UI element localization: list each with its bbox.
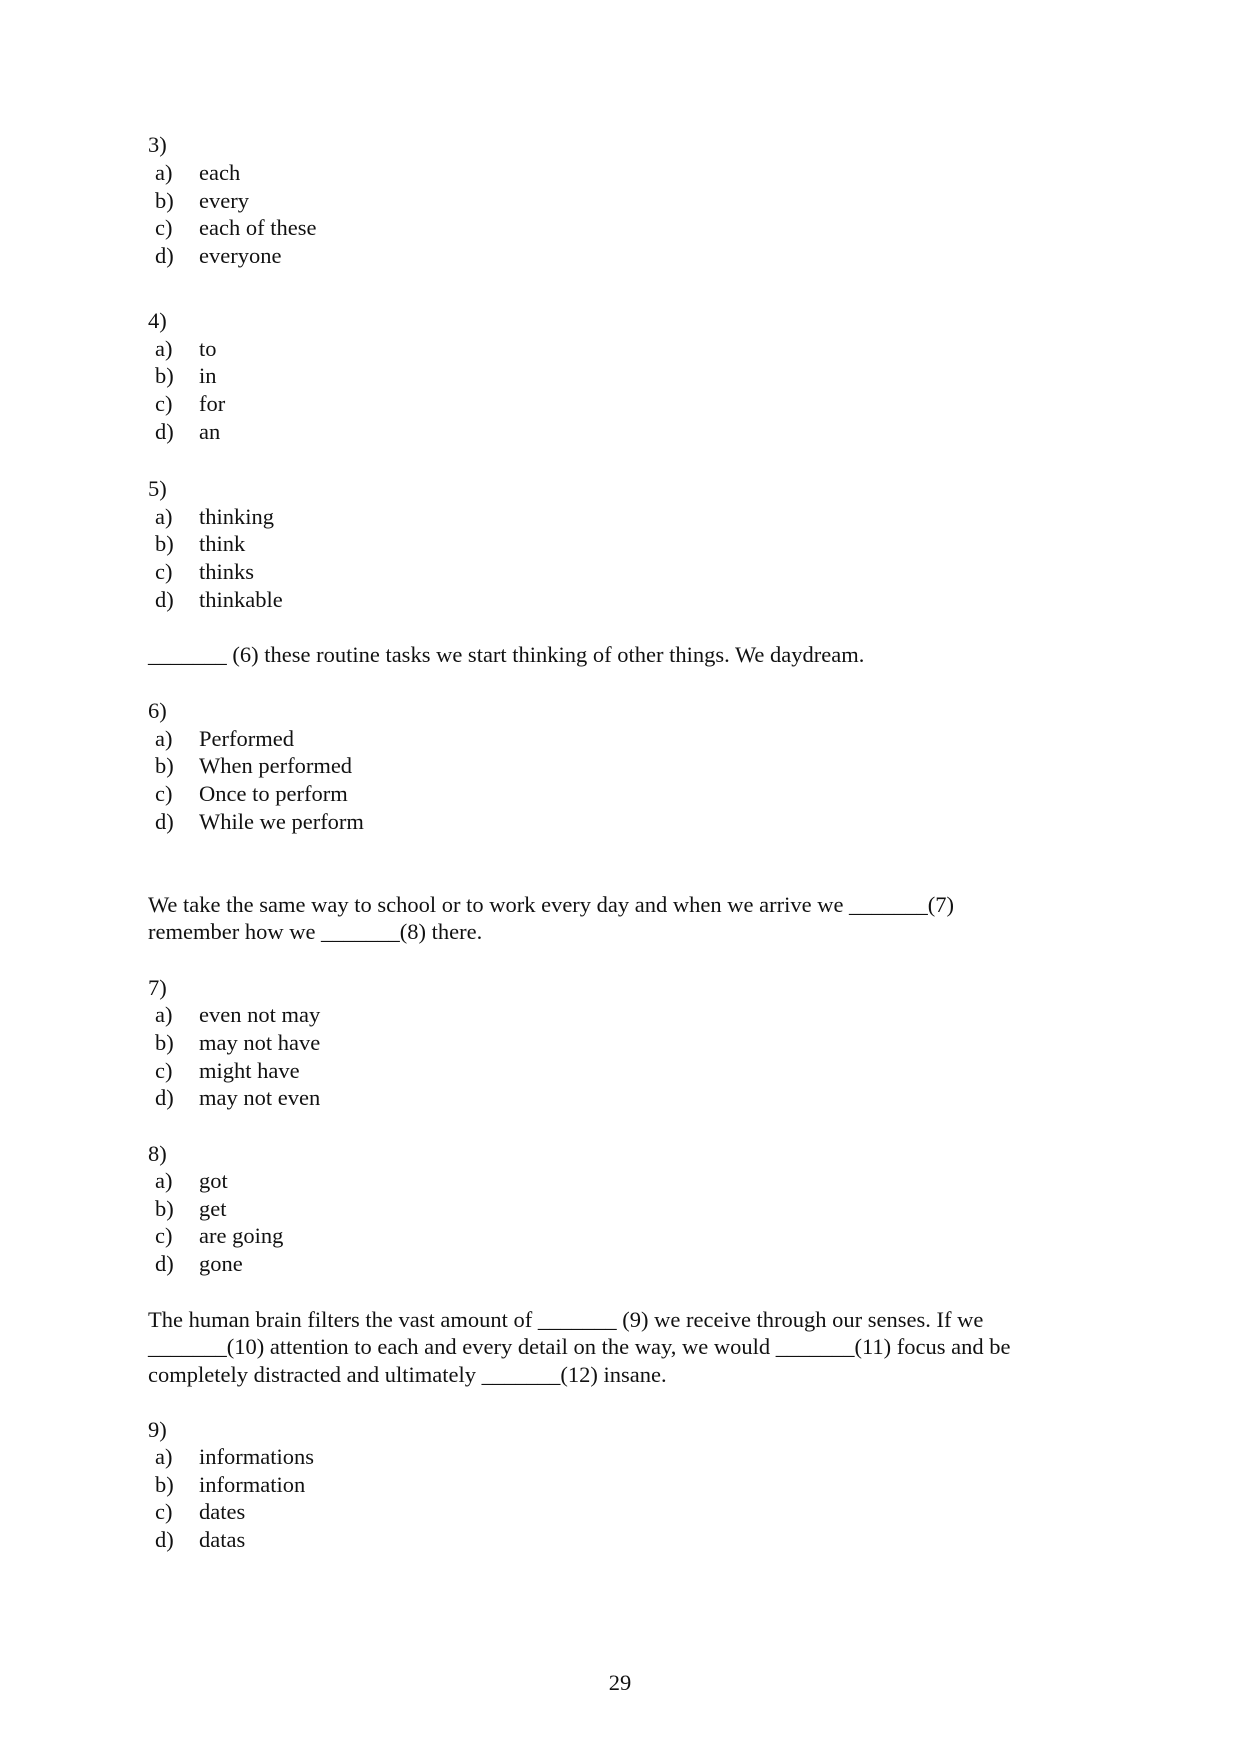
option-letter: d) bbox=[155, 419, 174, 444]
option-letter: c) bbox=[155, 215, 173, 240]
option-letter: a) bbox=[155, 160, 173, 185]
option-letter: d) bbox=[155, 587, 174, 612]
option-letter: c) bbox=[155, 559, 173, 584]
option-text: everyone bbox=[199, 243, 282, 268]
option-text: may not even bbox=[199, 1085, 321, 1110]
option-letter: d) bbox=[155, 1527, 174, 1552]
passage-line: _______(10) attention to each and every detail on the way, we would _______(11) focus and be bbox=[148, 1334, 1011, 1359]
option-text: gone bbox=[199, 1251, 243, 1276]
option-letter: c) bbox=[155, 1499, 173, 1524]
passage-line: completely distracted and ultimately _______(12) insane. bbox=[148, 1362, 667, 1387]
option-text: When performed bbox=[199, 753, 353, 778]
option-letter: d) bbox=[155, 809, 174, 834]
option-letter: c) bbox=[155, 781, 173, 806]
option-text: even not may bbox=[199, 1002, 321, 1027]
option-text: every bbox=[199, 188, 249, 213]
question-number: 7) bbox=[148, 975, 167, 1000]
question-number: 3) bbox=[148, 132, 167, 157]
option-letter: b) bbox=[155, 1030, 174, 1055]
option-text: might have bbox=[199, 1058, 300, 1083]
question-number: 4) bbox=[148, 308, 167, 333]
option-letter: a) bbox=[155, 1002, 173, 1027]
option-text: think bbox=[199, 531, 246, 556]
option-letter: b) bbox=[155, 531, 174, 556]
option-letter: d) bbox=[155, 243, 174, 268]
page-number: 29 bbox=[608, 1670, 632, 1695]
option-text: in bbox=[199, 363, 217, 388]
option-text: dates bbox=[199, 1499, 246, 1524]
option-text: each of these bbox=[199, 215, 317, 240]
option-text: Performed bbox=[199, 726, 294, 751]
option-letter: b) bbox=[155, 1196, 174, 1221]
option-letter: b) bbox=[155, 753, 174, 778]
option-letter: a) bbox=[155, 1444, 173, 1469]
option-text: Once to perform bbox=[199, 781, 348, 806]
option-letter: b) bbox=[155, 1472, 174, 1497]
option-text: are going bbox=[199, 1223, 284, 1248]
option-letter: c) bbox=[155, 391, 173, 416]
option-letter: b) bbox=[155, 188, 174, 213]
option-text: thinking bbox=[199, 504, 275, 529]
option-letter: a) bbox=[155, 726, 173, 751]
option-letter: a) bbox=[155, 336, 173, 361]
option-text: thinks bbox=[199, 559, 255, 584]
option-letter: d) bbox=[155, 1251, 174, 1276]
question-number: 8) bbox=[148, 1141, 167, 1166]
question-number: 9) bbox=[148, 1417, 167, 1442]
option-text: may not have bbox=[199, 1030, 321, 1055]
option-text: each bbox=[199, 160, 241, 185]
option-text: got bbox=[199, 1168, 228, 1193]
passage-line: _______ (6) these routine tasks we start thinking of other things. We daydream. bbox=[148, 642, 865, 667]
option-text: to bbox=[199, 336, 217, 361]
option-text: an bbox=[199, 419, 221, 444]
question-number: 6) bbox=[148, 698, 167, 723]
option-text: While we perform bbox=[199, 809, 364, 834]
question-number: 5) bbox=[148, 476, 167, 501]
option-letter: a) bbox=[155, 504, 173, 529]
option-text: informations bbox=[199, 1444, 314, 1469]
passage-line: We take the same way to school or to work every day and when we arrive we _______(7) bbox=[148, 892, 955, 917]
option-text: get bbox=[199, 1196, 227, 1221]
option-letter: b) bbox=[155, 363, 174, 388]
passage-line: The human brain filters the vast amount of _______ (9) we receive through our senses. If we bbox=[148, 1307, 984, 1332]
option-letter: c) bbox=[155, 1223, 173, 1248]
option-letter: c) bbox=[155, 1058, 173, 1083]
option-text: datas bbox=[199, 1527, 246, 1552]
option-text: thinkable bbox=[199, 587, 283, 612]
passage-line: remember how we _______(8) there. bbox=[148, 919, 483, 944]
option-text: information bbox=[199, 1472, 306, 1497]
option-text: for bbox=[199, 391, 226, 416]
option-letter: a) bbox=[155, 1168, 173, 1193]
option-letter: d) bbox=[155, 1085, 174, 1110]
